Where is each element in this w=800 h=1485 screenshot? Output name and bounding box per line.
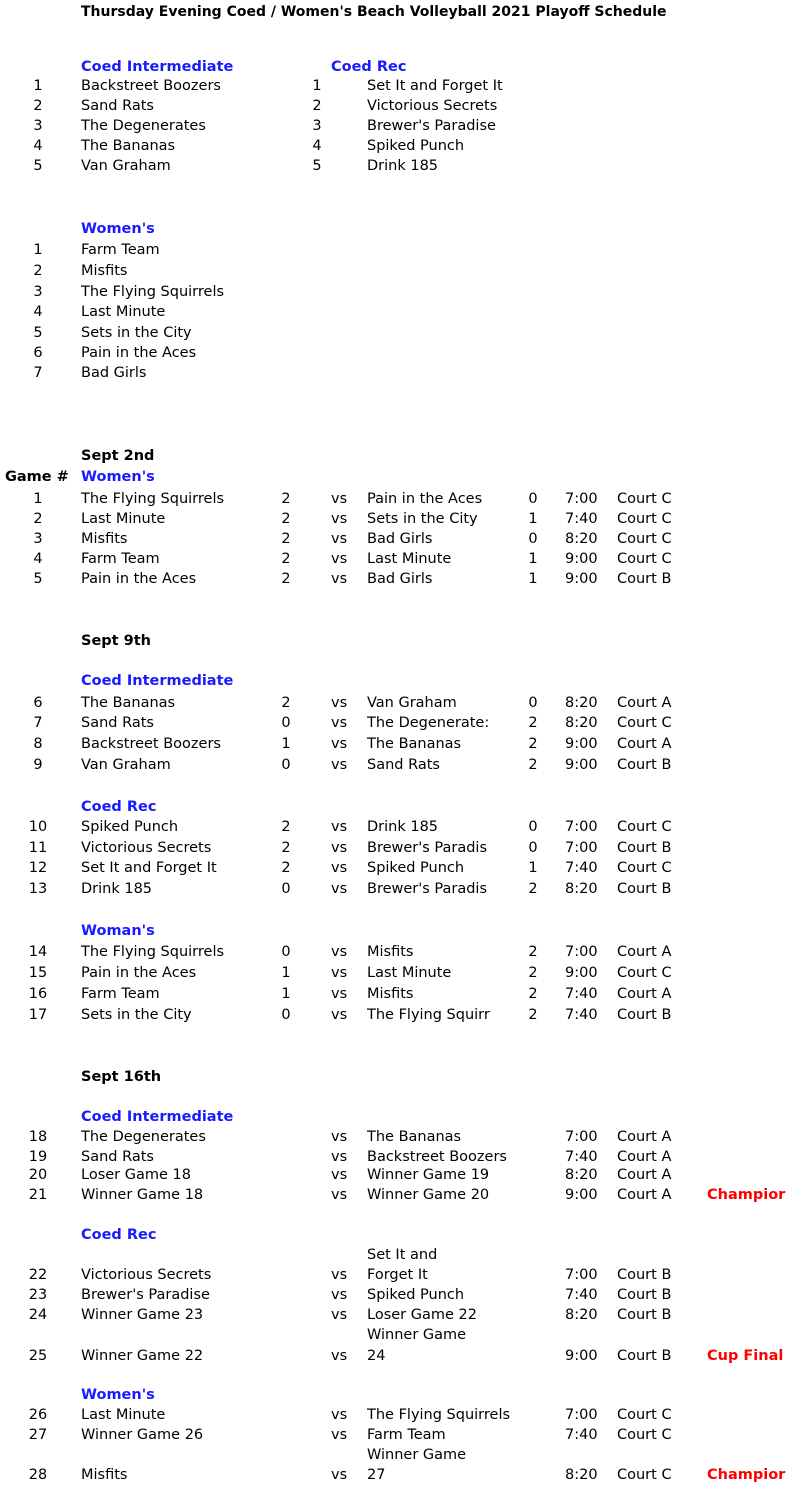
game-number: 19 (28, 1149, 48, 1165)
seed-rank: 5 (33, 158, 43, 174)
vs-label: vs (331, 511, 348, 527)
seed-team: Victorious Secrets (367, 98, 498, 114)
away-team: The Degenerate: (367, 715, 490, 731)
vs-label: vs (331, 757, 348, 773)
seed-rank: 4 (33, 304, 43, 320)
away-score: 1 (528, 511, 538, 527)
game-number: 11 (28, 840, 48, 856)
game-time: 8:20 (565, 1167, 598, 1183)
away-score: 2 (528, 944, 538, 960)
seed-rank: 5 (312, 158, 322, 174)
game-number-header: Game # (5, 469, 69, 485)
home-score: 0 (281, 944, 291, 960)
game-number: 15 (28, 965, 48, 981)
away-team: Farm Team (367, 1427, 446, 1443)
court: Court C (617, 819, 672, 835)
vs-label: vs (331, 1307, 348, 1323)
away-team: Last Minute (367, 965, 452, 981)
game-time: 8:20 (565, 881, 598, 897)
away-score: 0 (528, 531, 538, 547)
championship-note: Champior (707, 1187, 786, 1203)
game-number: 22 (28, 1267, 48, 1283)
away-score: 1 (528, 571, 538, 587)
game-time: 9:00 (565, 551, 598, 567)
home-team: Drink 185 (81, 881, 153, 897)
home-team: Winner Game 23 (81, 1307, 204, 1323)
vs-label: vs (331, 965, 348, 981)
home-team: Victorious Secrets (81, 840, 212, 856)
vs-label: vs (331, 1427, 348, 1443)
home-team: The Flying Squirrels (81, 491, 225, 507)
away-score: 1 (528, 860, 538, 876)
court: Court B (617, 881, 672, 897)
game-number: 27 (28, 1427, 48, 1443)
vs-label: vs (331, 1267, 348, 1283)
seed-team: Pain in the Aces (81, 345, 197, 361)
vs-label: vs (331, 860, 348, 876)
away-team-line2: 24 (367, 1348, 386, 1364)
seeding-header-coed-intermediate: Coed Intermediate (81, 59, 234, 75)
game-time: 7:40 (565, 1427, 598, 1443)
game-time: 9:00 (565, 1348, 598, 1364)
game-time: 9:00 (565, 1187, 598, 1203)
seed-team: Set It and Forget It (367, 78, 503, 94)
game-number: 8 (33, 736, 43, 752)
home-score: 2 (281, 695, 291, 711)
date-heading-sept16: Sept 16th (81, 1069, 162, 1085)
home-team: Van Graham (81, 757, 171, 773)
home-score: 2 (281, 860, 291, 876)
seed-rank: 2 (33, 263, 43, 279)
vs-label: vs (331, 1407, 348, 1423)
home-team: Winner Game 18 (81, 1187, 204, 1203)
court: Court A (617, 1167, 672, 1183)
away-score: 2 (528, 736, 538, 752)
vs-label: vs (331, 1007, 348, 1023)
away-score: 0 (528, 695, 538, 711)
game-time: 7:40 (565, 1007, 598, 1023)
home-team: The Flying Squirrels (81, 944, 225, 960)
home-team: Misfits (81, 531, 128, 547)
vs-label: vs (331, 840, 348, 856)
game-number: 5 (33, 571, 43, 587)
date-heading-sept2: Sept 2nd (81, 448, 155, 464)
away-team: Winner Game 19 (367, 1167, 490, 1183)
seed-rank: 2 (312, 98, 322, 114)
away-team: Brewer's Paradis (367, 881, 488, 897)
home-team: Brewer's Paradise (81, 1287, 210, 1303)
court: Court A (617, 1187, 672, 1203)
away-team: Sets in the City (367, 511, 478, 527)
seed-rank: 6 (33, 345, 43, 361)
game-time: 7:00 (565, 1407, 598, 1423)
away-team: Spiked Punch (367, 1287, 465, 1303)
game-number: 24 (28, 1307, 48, 1323)
game-number: 18 (28, 1129, 48, 1145)
court: Court C (617, 715, 672, 731)
away-team-line1: Winner Game (367, 1447, 467, 1463)
court: Court B (617, 840, 672, 856)
game-time: 7:00 (565, 491, 598, 507)
vs-label: vs (331, 551, 348, 567)
division-header: Coed Intermediate (81, 1109, 234, 1125)
home-score: 2 (281, 491, 291, 507)
cup-final-note: Cup Final (707, 1348, 784, 1364)
away-score: 0 (528, 840, 538, 856)
away-team: The Flying Squirr (367, 1007, 490, 1023)
away-score: 2 (528, 986, 538, 1002)
seed-rank: 3 (312, 118, 322, 134)
away-score: 2 (528, 715, 538, 731)
away-team: Pain in the Aces (367, 491, 483, 507)
home-team: Misfits (81, 1467, 128, 1483)
away-team-line2: 27 (367, 1467, 386, 1483)
away-team: Van Graham (367, 695, 457, 711)
page-title: Thursday Evening Coed / Women's Beach Volleyball 2021 Playoff Schedule (81, 4, 667, 20)
away-team: Backstreet Boozers (367, 1149, 507, 1165)
division-header: Women's (81, 469, 155, 485)
game-time: 7:00 (565, 944, 598, 960)
home-team: The Degenerates (81, 1129, 206, 1145)
court: Court C (617, 511, 672, 527)
seed-rank: 7 (33, 365, 43, 381)
court: Court B (617, 1287, 672, 1303)
division-header: Coed Rec (81, 1227, 157, 1243)
game-time: 7:40 (565, 511, 598, 527)
game-number: 3 (33, 531, 43, 547)
away-team: Winner Game 20 (367, 1187, 490, 1203)
home-team: Winner Game 22 (81, 1348, 204, 1364)
home-score: 2 (281, 819, 291, 835)
court: Court C (617, 1467, 672, 1483)
game-time: 8:20 (565, 715, 598, 731)
game-number: 26 (28, 1407, 48, 1423)
game-number: 16 (28, 986, 48, 1002)
game-time: 9:00 (565, 757, 598, 773)
game-time: 8:20 (565, 1307, 598, 1323)
vs-label: vs (331, 1287, 348, 1303)
seed-team: Brewer's Paradise (367, 118, 496, 134)
game-number: 7 (33, 715, 43, 731)
vs-label: vs (331, 571, 348, 587)
vs-label: vs (331, 986, 348, 1002)
court: Court C (617, 860, 672, 876)
home-score: 0 (281, 881, 291, 897)
game-number: 23 (28, 1287, 48, 1303)
away-team: Loser Game 22 (367, 1307, 477, 1323)
vs-label: vs (331, 1167, 348, 1183)
game-time: 9:00 (565, 571, 598, 587)
away-team-line2: Forget It (367, 1267, 428, 1283)
home-team: Pain in the Aces (81, 965, 197, 981)
game-number: 13 (28, 881, 48, 897)
game-number: 1 (33, 491, 43, 507)
court: Court C (617, 1407, 672, 1423)
game-time: 7:40 (565, 860, 598, 876)
court: Court A (617, 944, 672, 960)
home-team: Loser Game 18 (81, 1167, 191, 1183)
court: Court C (617, 551, 672, 567)
division-header: Women's (81, 1387, 155, 1403)
seed-team: Spiked Punch (367, 138, 465, 154)
vs-label: vs (331, 491, 348, 507)
vs-label: vs (331, 1187, 348, 1203)
game-number: 21 (28, 1187, 48, 1203)
seed-rank: 2 (33, 98, 43, 114)
home-score: 0 (281, 757, 291, 773)
seed-rank: 4 (33, 138, 43, 154)
game-time: 8:20 (565, 1467, 598, 1483)
away-team: Spiked Punch (367, 860, 465, 876)
division-header: Coed Intermediate (81, 673, 234, 689)
vs-label: vs (331, 819, 348, 835)
game-time: 8:20 (565, 531, 598, 547)
game-time: 7:00 (565, 819, 598, 835)
game-time: 9:00 (565, 736, 598, 752)
seed-rank: 1 (33, 242, 43, 258)
court: Court C (617, 491, 672, 507)
game-number: 12 (28, 860, 48, 876)
home-team: Last Minute (81, 1407, 166, 1423)
vs-label: vs (331, 944, 348, 960)
seed-team: The Bananas (81, 138, 176, 154)
court: Court A (617, 986, 672, 1002)
seed-team: Van Graham (81, 158, 171, 174)
home-team: Set It and Forget It (81, 860, 217, 876)
court: Court A (617, 1129, 672, 1145)
game-number: 9 (33, 757, 43, 773)
away-team: Last Minute (367, 551, 452, 567)
seed-team: Last Minute (81, 304, 166, 320)
court: Court B (617, 1348, 672, 1364)
game-time: 7:40 (565, 1287, 598, 1303)
home-team: Farm Team (81, 986, 160, 1002)
seed-team: The Degenerates (81, 118, 206, 134)
home-score: 2 (281, 571, 291, 587)
game-number: 4 (33, 551, 43, 567)
seed-team: Bad Girls (81, 365, 147, 381)
away-team: The Flying Squirrels (367, 1407, 511, 1423)
date-heading-sept9: Sept 9th (81, 633, 151, 649)
game-number: 14 (28, 944, 48, 960)
seeding-header-coed-rec: Coed Rec (331, 59, 407, 75)
home-team: Sets in the City (81, 1007, 192, 1023)
away-team: Bad Girls (367, 531, 433, 547)
away-team: The Bananas (367, 1129, 462, 1145)
home-score: 2 (281, 511, 291, 527)
away-team: Bad Girls (367, 571, 433, 587)
game-number: 20 (28, 1167, 48, 1183)
home-team: Spiked Punch (81, 819, 179, 835)
seed-rank: 3 (33, 284, 43, 300)
court: Court A (617, 736, 672, 752)
home-score: 1 (281, 986, 291, 1002)
court: Court A (617, 695, 672, 711)
game-number: 6 (33, 695, 43, 711)
game-number: 28 (28, 1467, 48, 1483)
championship-note: Champior (707, 1467, 786, 1483)
home-score: 1 (281, 965, 291, 981)
away-score: 2 (528, 757, 538, 773)
vs-label: vs (331, 881, 348, 897)
seed-team: Sets in the City (81, 325, 192, 341)
away-score: 0 (528, 819, 538, 835)
court: Court B (617, 1267, 672, 1283)
division-header: Coed Rec (81, 799, 157, 815)
game-time: 7:40 (565, 986, 598, 1002)
seed-team: Misfits (81, 263, 128, 279)
court: Court A (617, 1149, 672, 1165)
home-team: Winner Game 26 (81, 1427, 204, 1443)
vs-label: vs (331, 695, 348, 711)
court: Court B (617, 757, 672, 773)
away-team: Drink 185 (367, 819, 439, 835)
court: Court B (617, 1307, 672, 1323)
seed-rank: 1 (312, 78, 322, 94)
home-team: Last Minute (81, 511, 166, 527)
seed-team: Farm Team (81, 242, 160, 258)
seed-rank: 3 (33, 118, 43, 134)
vs-label: vs (331, 1348, 348, 1364)
court: Court B (617, 571, 672, 587)
home-team: Sand Rats (81, 715, 154, 731)
seeding-header-womens: Women's (81, 221, 155, 237)
vs-label: vs (331, 1467, 348, 1483)
home-team: Backstreet Boozers (81, 736, 221, 752)
game-time: 7:40 (565, 1149, 598, 1165)
vs-label: vs (331, 531, 348, 547)
away-team-line1: Set It and (367, 1247, 438, 1263)
home-team: Sand Rats (81, 1149, 154, 1165)
away-score: 1 (528, 551, 538, 567)
game-time: 9:00 (565, 965, 598, 981)
game-time: 7:00 (565, 1267, 598, 1283)
vs-label: vs (331, 715, 348, 731)
away-team: Sand Rats (367, 757, 440, 773)
home-score: 1 (281, 736, 291, 752)
away-team-line1: Winner Game (367, 1327, 467, 1343)
game-number: 2 (33, 511, 43, 527)
home-score: 0 (281, 715, 291, 731)
seed-rank: 5 (33, 325, 43, 341)
home-score: 2 (281, 551, 291, 567)
court: Court C (617, 1427, 672, 1443)
seed-rank: 1 (33, 78, 43, 94)
home-team: Victorious Secrets (81, 1267, 212, 1283)
game-time: 7:00 (565, 840, 598, 856)
home-score: 2 (281, 531, 291, 547)
seed-rank: 4 (312, 138, 322, 154)
game-time: 8:20 (565, 695, 598, 711)
court: Court C (617, 965, 672, 981)
away-score: 2 (528, 965, 538, 981)
vs-label: vs (331, 736, 348, 752)
game-number: 10 (28, 819, 48, 835)
away-team: Misfits (367, 986, 414, 1002)
game-number: 17 (28, 1007, 48, 1023)
division-header: Woman's (81, 923, 155, 939)
game-number: 25 (28, 1348, 48, 1364)
home-score: 0 (281, 1007, 291, 1023)
away-team: Misfits (367, 944, 414, 960)
home-team: The Bananas (81, 695, 176, 711)
vs-label: vs (331, 1149, 348, 1165)
away-team: The Bananas (367, 736, 462, 752)
away-team: Brewer's Paradis (367, 840, 488, 856)
home-team: Pain in the Aces (81, 571, 197, 587)
away-score: 2 (528, 1007, 538, 1023)
seed-team: Drink 185 (367, 158, 439, 174)
home-team: Farm Team (81, 551, 160, 567)
away-score: 0 (528, 491, 538, 507)
seed-team: Backstreet Boozers (81, 78, 221, 94)
seed-team: The Flying Squirrels (81, 284, 225, 300)
game-time: 7:00 (565, 1129, 598, 1145)
vs-label: vs (331, 1129, 348, 1145)
away-score: 2 (528, 881, 538, 897)
court: Court B (617, 1007, 672, 1023)
seed-team: Sand Rats (81, 98, 154, 114)
home-score: 2 (281, 840, 291, 856)
court: Court C (617, 531, 672, 547)
